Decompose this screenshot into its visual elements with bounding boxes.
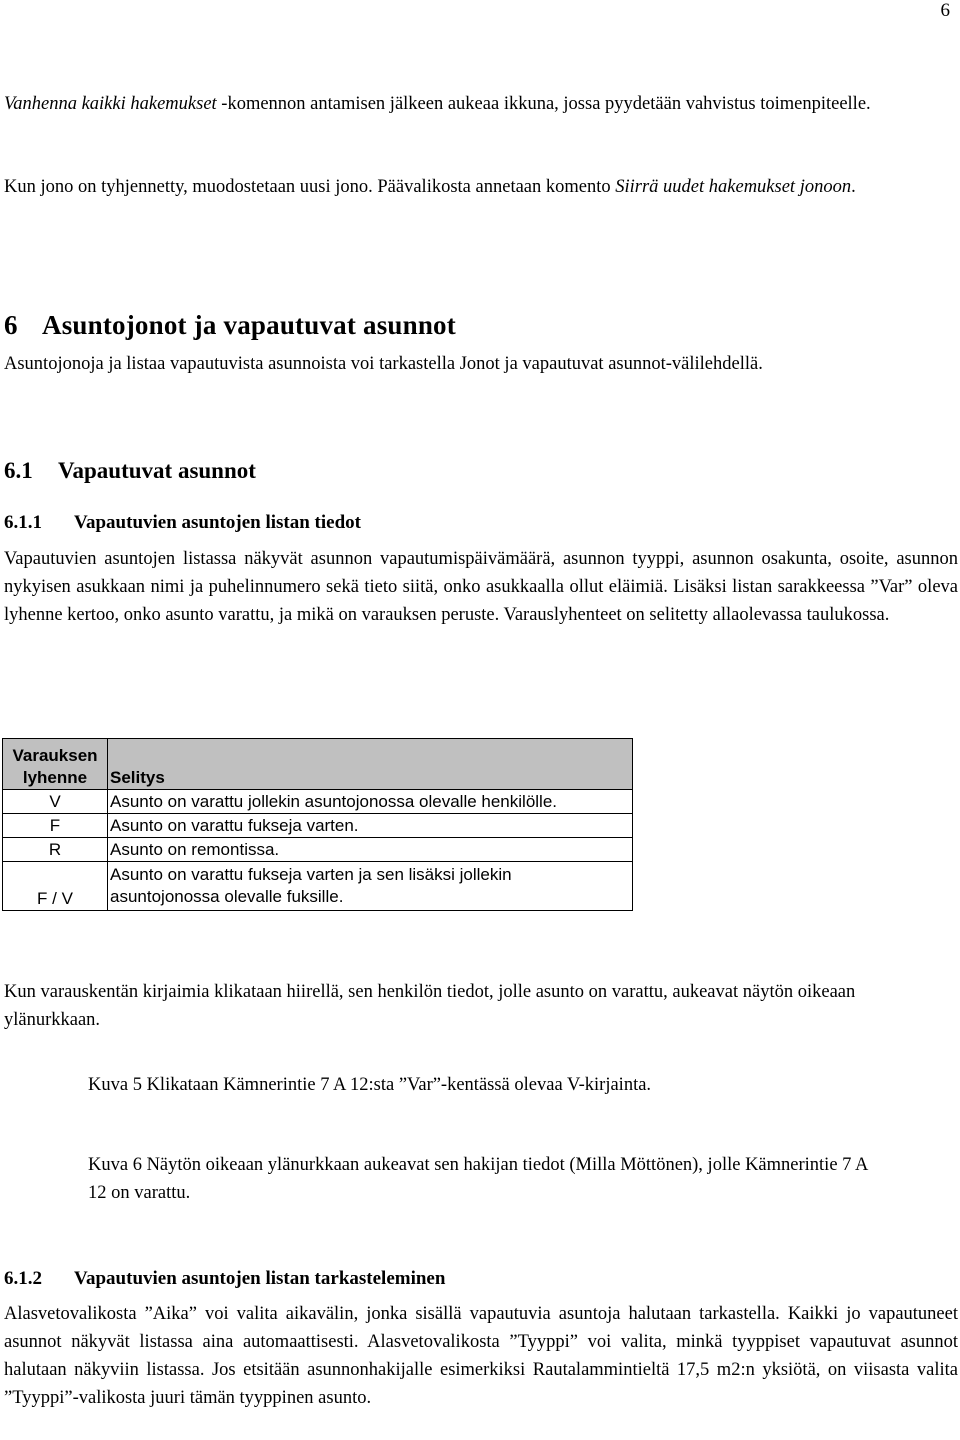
table-row [3,790,633,814]
section-6-heading [4,310,456,341]
table-row [3,838,633,862]
figure-6-caption: Kuva 6 Näytön oikeaan ylänurkkaan aukeavat sen hakijan tiedot (Milla Möttönen), jolle Kämnerintie 7 A 12 on varattu. [88,1155,868,1203]
section-6-1-title: Vapautuvat asunnot [58,458,256,483]
reservation-abbreviation-table [2,738,633,911]
row-code: R [3,838,108,862]
section-6-1-1-title: Vapautuvien asuntojen listan tiedot [74,512,361,533]
page-number: 6 [940,0,950,21]
header-description: Selitys [108,739,633,790]
section-6-1-2-heading [4,1268,445,1290]
intro-paragraph-2 [4,173,958,201]
table-row [3,814,633,838]
menu-command-name: Siirrä uudet hakemukset jonoon [615,177,852,197]
table-row [3,862,633,911]
after-table-paragraph: Kun varauskentän kirjaimia klikataan hiirellä, sen henkilön tiedot, jolle asunto on varattu, aukeavat näytön oikeaan ylänurkkaan. [4,982,856,1030]
section-6-1-2-title: Vapautuvien asuntojen listan tarkasteleminen [74,1268,446,1289]
row-code: F / V [3,862,108,911]
section-6-1-2-body: Alasvetovalikosta ”Aika” voi valita aikavälin, jonka sisällä vapautuvia asuntoja halutaan tarkastella. Kaikki jo vapautuneet asunnot näkyvät listassa aina automaattisesti. Alasvetovalikosta ”Tyyppi” voi valita, minkä tyyppiset vapautuvat asunnot halutaan näkyviin listassa. Jos etsitään asunnonhakijalle esimerkiksi Rautalammintieltä 17,5 m2:n yksiötä, on viisasta valita ”Tyyppi”-valikosta juuri tämän tyyppinen asunto. [4,1304,958,1408]
section-6-1-1-body: Vapautuvien asuntojen listassa näkyvät asunnon vapautumispäivämäärä, asunnon tyyppi, asunnon osakunta, osoite, asunnon nykyisen asukkaan nimi ja puhelinnumero sekä tieto siitä, onko asukkaalla ollut eläimiä. Lisäksi listan sarakkeessa ”Var” oleva lyhenne kertoo, onko asunto varattu, ja mikä on varauksen peruste. Varauslyhenteet on selitetty allaolevassa taulukossa. [4,549,958,625]
row-description [108,862,633,911]
header-abbreviation-line2: lyhenne [22,768,88,787]
intro-paragraph-1-text: -komennon antamisen jälkeen aukeaa ikkuna, jossa pyydetään vahvistus toimenpiteelle. [216,94,871,114]
figure-5-caption: Kuva 5 Klikataan Kämnerintie 7 A 12:sta ”Var”-kentässä olevaa V-kirjainta. [88,1075,652,1095]
intro-paragraph-1 [4,90,958,118]
row-description-line2: asuntojonossa olevalle fuksille. [110,887,344,906]
section-6-1-heading [4,458,256,484]
command-name: Vanhenna kaikki hakemukset [4,94,217,114]
row-description: Asunto on varattu jollekin asuntojonossa olevalle henkilölle. [108,790,633,814]
row-description: Asunto on varattu fukseja varten. [108,814,633,838]
row-code: V [3,790,108,814]
section-6-1-2-number: 6.1.2 [4,1268,42,1289]
header-abbreviation-line1: Varauksen [12,746,98,765]
section-6-1-1-heading [4,512,361,534]
section-6-number: 6 [4,310,18,340]
intro-paragraph-2-end: . [851,177,856,197]
row-code: F [3,814,108,838]
intro-paragraph-2-text: Kun jono on tyhjennetty, muodostetaan uusi jono. Päävalikosta annetaan komento [4,177,616,197]
section-6-body: Asuntojonoja ja listaa vapautuvista asunnoista voi tarkastella Jonot ja vapautuvat asunnot-välilehdellä. [4,354,763,374]
table-header-row [3,739,633,790]
section-6-1-1-number: 6.1.1 [4,512,42,533]
section-6-title: Asuntojonot ja vapautuvat asunnot [42,310,456,340]
header-abbreviation [3,739,108,790]
row-description: Asunto on remontissa. [108,838,633,862]
section-6-1-number: 6.1 [4,458,33,483]
row-description-line1: Asunto on varattu fukseja varten ja sen lisäksi jollekin [110,865,512,884]
